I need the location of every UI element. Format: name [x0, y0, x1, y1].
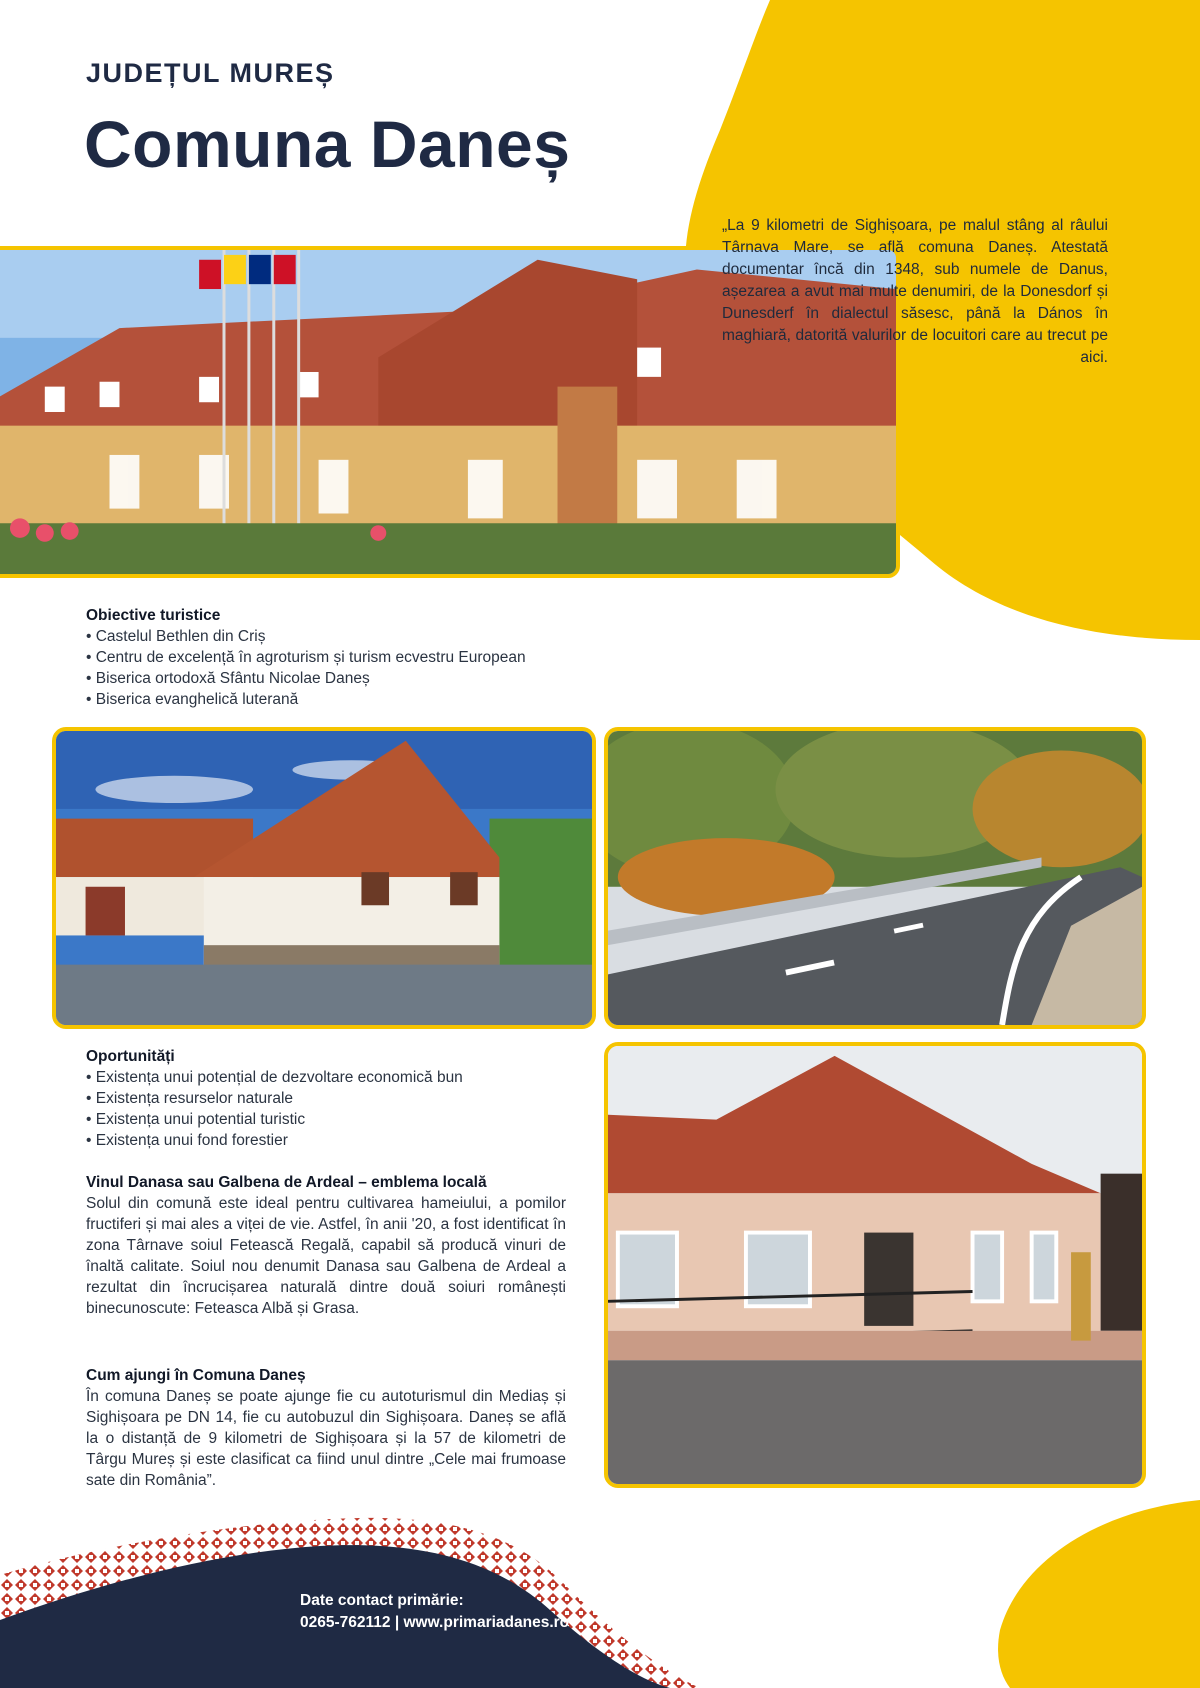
- tourism-section: [86, 605, 646, 710]
- list-item: • Castelul Bethlen din Criș: [86, 626, 646, 647]
- list-item: • Existența unui potential turistic: [86, 1109, 586, 1130]
- list-item: • Biserica evanghelică luterană: [86, 689, 646, 710]
- contact-block: [300, 1590, 569, 1634]
- wine-text: Solul din comună este ideal pentru cultivarea hameiului, a pomilor fructiferi și mai ales a viței de vie. Astfel, în anii '20, a fost identificat în zona Târnave soiul Fetească Regală, capabil să producă vinuri de înaltă calitate. Soiul nou denumit Danasa sau Galbena de Ardeal a rezultat din încrucișarea naturală dintre două soiuri românești binecunoscute: Feteasca Albă și Grasa.: [86, 1195, 566, 1317]
- list-item: • Existența unui fond forestier: [86, 1130, 586, 1151]
- intro-quote: „La 9 kilometri de Sighișoara, pe malul stâng al râului Târnava Mare, se află comuna Daneș. Atestată documentar încă din 1348, sub numele de Danus, așezarea a avut mai multe denumiri, de la Donesdorf și Dunesderf în dialectul săsesc, până la Dános în maghiară, datorită valurilor de locuitori care au trecut pe aici.: [722, 217, 1108, 366]
- access-text: În comuna Daneș se poate ajunge fie cu autoturismul din Mediaș și Sighișoara pe DN 14, fie cu autobuzul din Sighișoara. Daneș se află la o distanță de 9 kilometri de Sighișoara și la 57 de kilometri de Târgu Mureș și este clasificat ca fiind unul dintre „Cele mai frumoase sate din România”.: [86, 1388, 566, 1489]
- wine-section: [86, 1172, 566, 1319]
- access-section: [86, 1365, 566, 1491]
- opportunities-list: [86, 1067, 586, 1151]
- opportunities-section: [86, 1046, 586, 1151]
- tourism-list: [86, 626, 646, 710]
- footer-band: [0, 1480, 1200, 1688]
- road-photo: [604, 727, 1146, 1029]
- contact-label: Date contact primărie:: [300, 1592, 464, 1609]
- list-item: • Existența unui potențial de dezvoltare economică bun: [86, 1067, 586, 1088]
- access-title: Cum ajungi în Comuna Daneș: [86, 1367, 306, 1384]
- new-building-photo: [604, 1042, 1146, 1488]
- contact-details: 0265-762112 | www.primariadanes.ro: [300, 1614, 570, 1631]
- list-item: • Existența resurselor naturale: [86, 1088, 586, 1109]
- opportunities-title: Oportunități: [86, 1048, 175, 1065]
- farmhouse-photo: [52, 727, 596, 1029]
- wine-title: Vinul Danasa sau Galbena de Ardeal – emblema locală: [86, 1174, 487, 1191]
- list-item: • Biserica ortodoxă Sfântu Nicolae Daneș: [86, 668, 646, 689]
- county-title: JUDEȚUL MUREȘ: [86, 58, 335, 88]
- commune-title: Comuna Daneș: [84, 107, 571, 181]
- tourism-title: Obiective turistice: [86, 607, 221, 624]
- list-item: • Centru de excelență în agroturism și turism ecvestru European: [86, 647, 646, 668]
